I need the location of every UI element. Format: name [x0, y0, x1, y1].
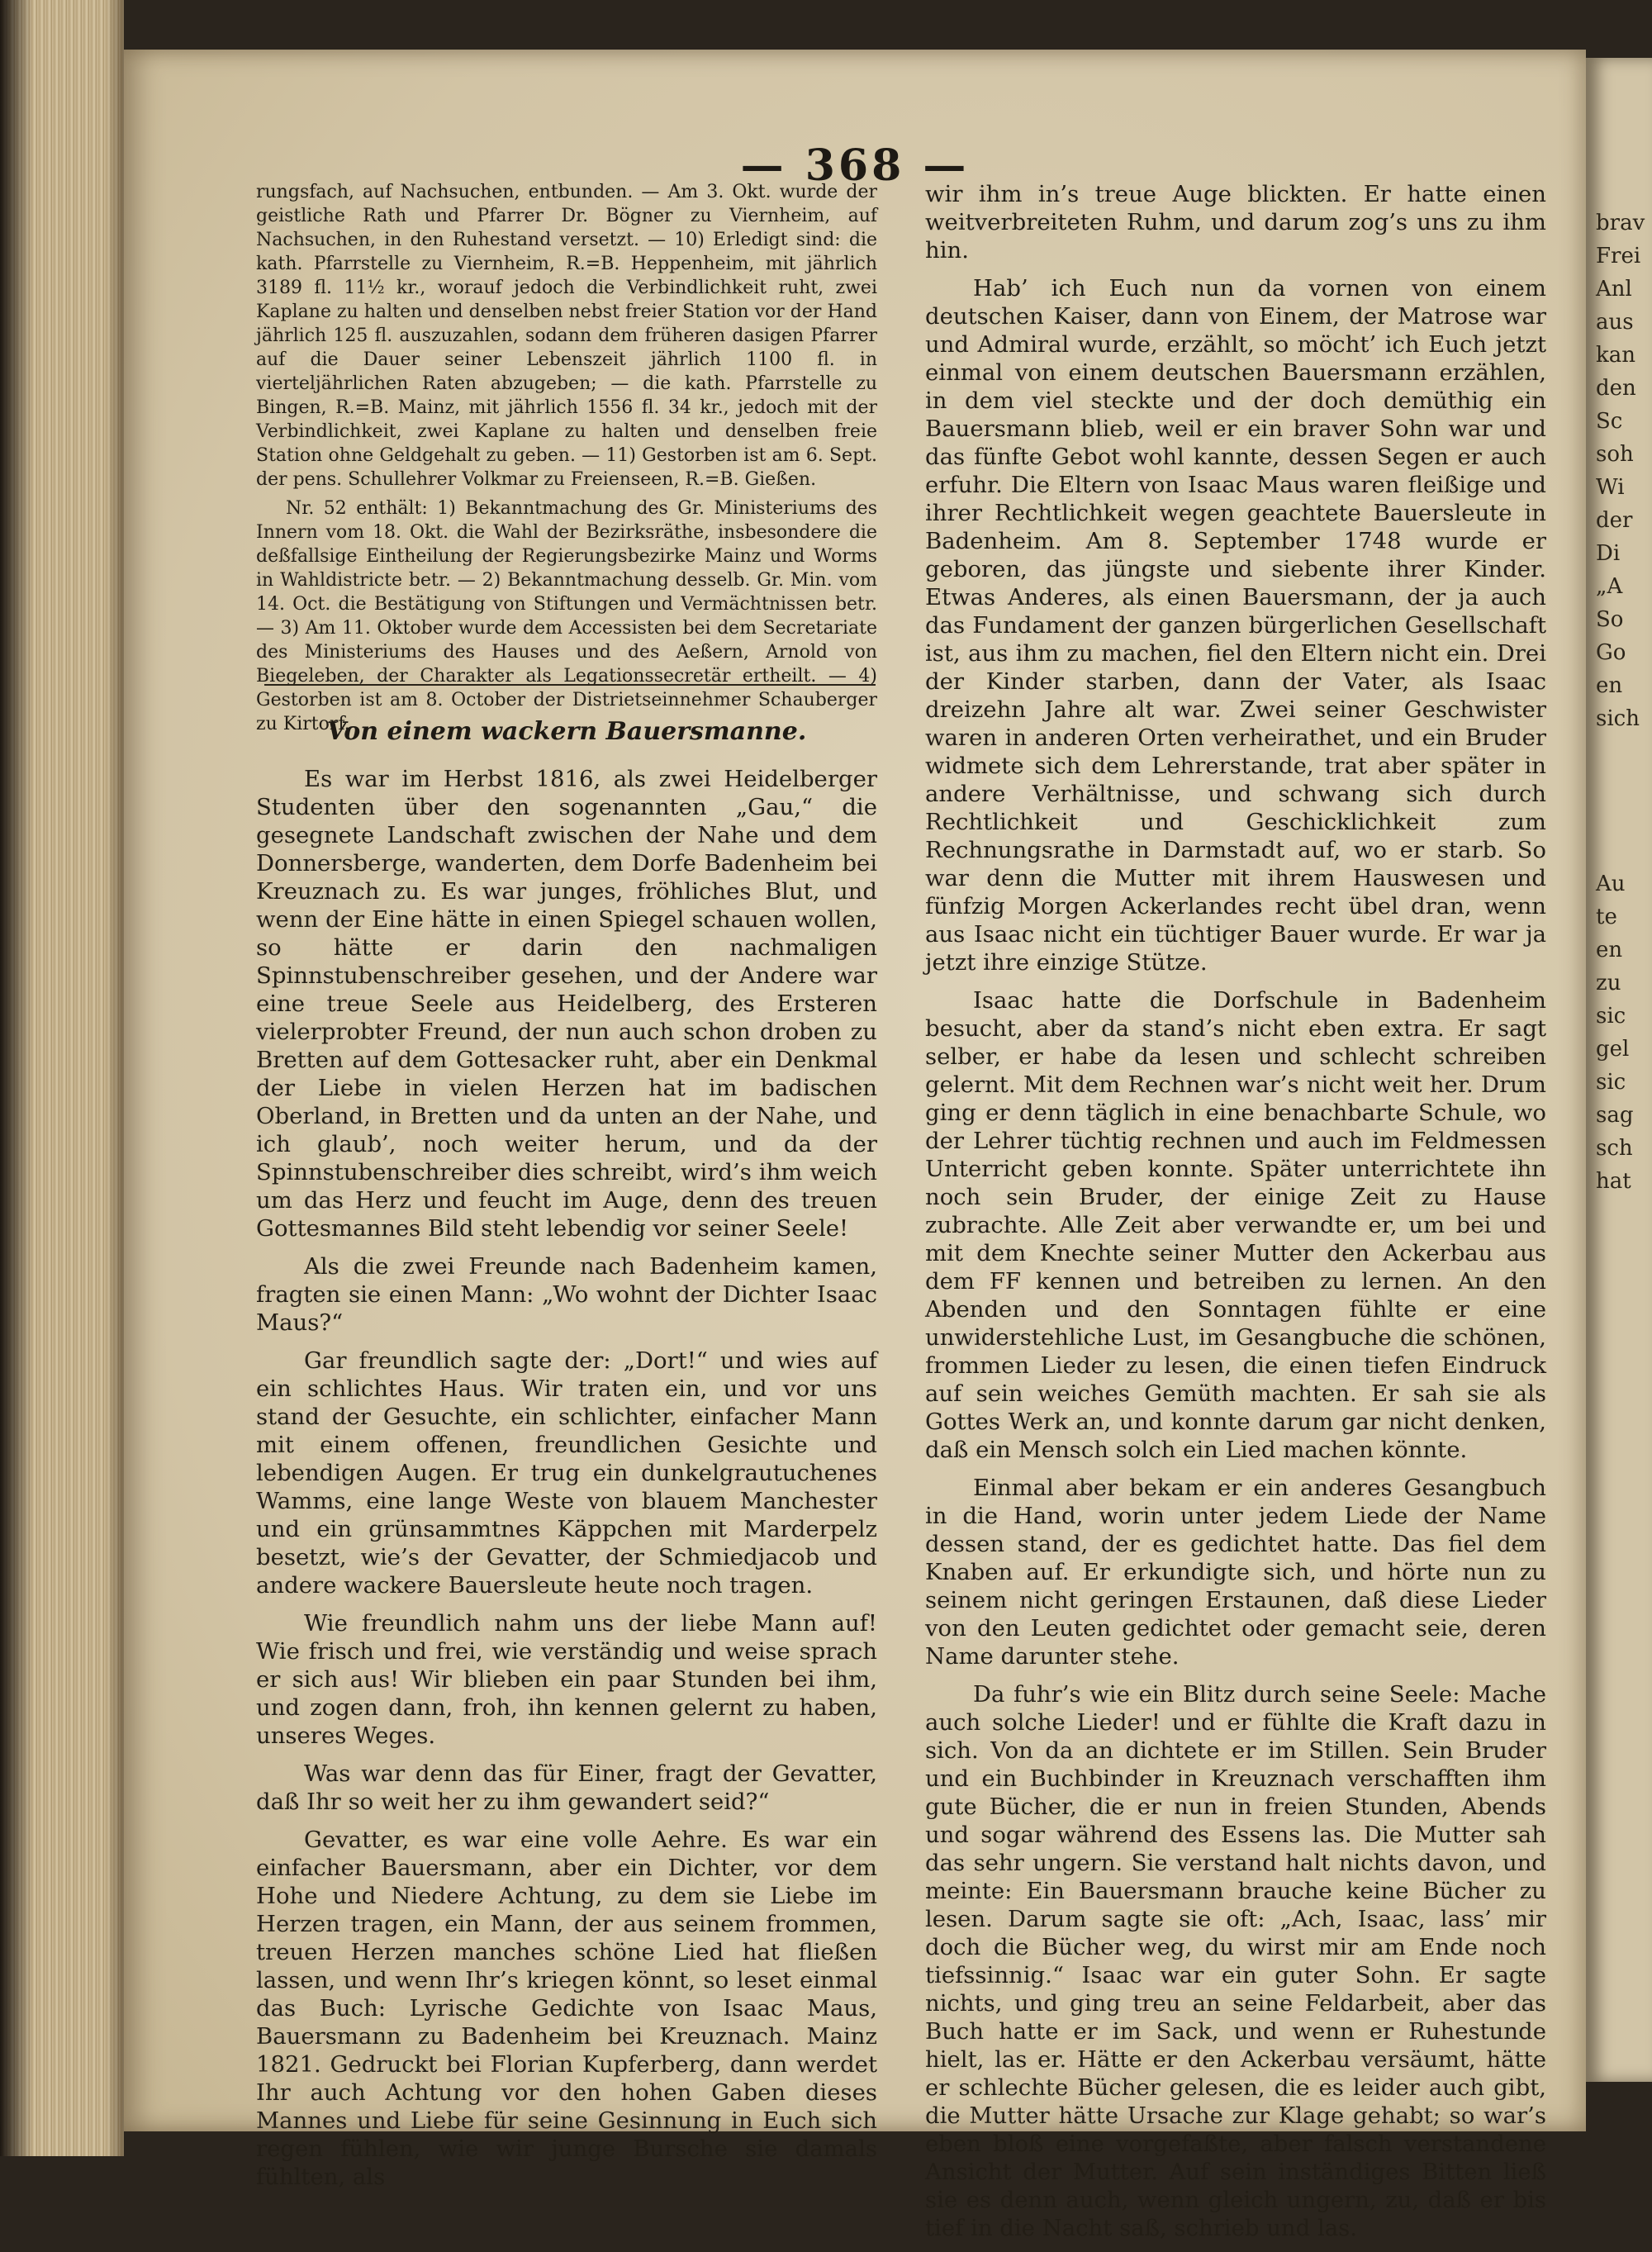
- story-paragraph: Isaac hatte die Dorfschule in Badenheim besucht, aber da stand’s nicht eben extra. Er sagt selber, er habe da lesen und schlecht schreiben gelernt. Mit dem Rechnen war’s nicht weit her. Drum ging er denn täglich in eine benachbarte Schule, wo der Lehrer tüchtig rechnen und auch im Feldmessen Unterricht geben konnte. Später unterrichtete ihn noch sein Bruder, der einige Zeit zu Hause zubrachte. Alle Zeit aber verwandte er, um bei und mit dem Knechte seiner Mutter den Ackerbau aus dem FF kennen und betreiben zu lernen. An den Abenden und den Sonntagen fühlte er eine unwiderstehliche Lust, im Gesangbuche die schönen, frommen Lieder zu lesen, die einen tiefen Eindruck auf sein weiches Gemüth machten. Er sah sie als Gottes Werk an, und konnte darum gar nicht denken, daß ein Mensch solch ein Lied machen könnte.: [925, 987, 1546, 1463]
- notice-paragraph: Nr. 52 enthält: 1) Bekanntmachung des Gr. Ministeriums des Innern vom 18. Okt. die Wahl der Bezirksräthe, insbesondere die deßfallsige Eintheilung der Regierungsbezirke Mainz und Worms in Wahldistricte betr. — 2) Bekanntmachung desselb. Gr. Min. vom 14. Oct. die Bestätigung von Stiftungen und Vermächtnissen betr. — 3) Am 11. Oktober wurde dem Accessisten bei dem Secretariate des Ministeriums des Hauses und des Aeßern, Arnold von Biegeleben, der Charakter als Legationssecretär ertheilt. — 4) Gestorben ist am 8. October der Distrietseinnehmer Schauberger zu Kirtorf.: [256, 498, 877, 734]
- left-column-notices: [256, 180, 877, 741]
- story-paragraph: Da fuhr’s wie ein Blitz durch seine Seele: Mache auch solche Lieder! und er fühlte die Kraft dazu in sich. Von da an dichtete er im Stillen. Sein Bruder und ein Buchbinder in Kreuznach verschafften ihm gute Bücher, die er nun in freien Stunden, Abends und sogar während des Essens las. Die Mutter sah das sehr ungern. Sie verstand halt nichts davon, und meinte: Ein Bauersmann brauche keine Bücher zu lesen. Darum sagte sie oft: „Ach, Isaac, lass’ mir doch die Bücher weg, du wirst mir am Ende noch tiefssinnig.“ Isaac war ein guter Sohn. Er sagte nichts, und ging treu an seine Feldarbeit, aber das Buch hatte er im Sack, und wenn er Ruhestunde hielt, las er. Hätte er den Ackerbau versäumt, hätte er schlechte Bücher gelesen, die es leider auch gibt, die Mutter hätte Ursache zur Klage gehabt; so war’s eben bloß eine vorgefaßte, aber falsch verstandene Ansicht der Mutter. Auf sein inständiges Bitten ließ sie es denn auch, wenn gleich ungern, zu, daß er bis tief in die Nacht saß, schrieb und las.: [925, 1681, 1546, 2241]
- page-number: — 368 —: [740, 140, 970, 191]
- binding-shadow: [0, 0, 33, 2156]
- right-column-story: [925, 180, 1546, 2252]
- story-paragraph: Einmal aber bekam er ein anderes Gesangbuch in die Hand, worin unter jedem Liede der Name dessen stand, der es gedichtet hatte. Das fiel dem Knaben auf. Er erkundigte sich, und hörte nun zu seinem nicht geringen Erstaunen, daß diese Lieder von den Leuten gedichtet oder gemacht seie, deren Name darunter stehe.: [925, 1475, 1546, 1670]
- next-page-edge: [1586, 58, 1652, 2082]
- story-paragraph: Was war denn das für Einer, fragt der Gevatter, daß Ihr so weit her zu ihm gewandert seid?“: [256, 1760, 877, 1815]
- section-divider: [264, 684, 876, 686]
- left-column-story: [256, 765, 877, 2201]
- article-title: Von einem wackern Bauersmanne.: [326, 717, 807, 746]
- next-page-text-fragment: brav Frei Anl aus kan den Sc soh Wi der Di „A So Go en sich Au te en zu sic gel sic sag sch hat: [1596, 211, 1645, 1194]
- story-paragraph: Als die zwei Freunde nach Badenheim kamen, fragten sie einen Mann: „Wo wohnt der Dichter Isaac Maus?“: [256, 1253, 877, 1336]
- story-paragraph: Gevatter, es war eine volle Aehre. Es war ein einfacher Bauersmann, aber ein Dichter, vor dem Hohe und Niedere Achtung, zu dem sie Liebe im Herzen tragen, ein Mann, der aus seinem frommen, treuen Herzen manches schöne Lied hat fließen lassen, und wenn Ihr’s kriegen könnt, so leset einmal das Buch: Lyrische Gedichte von Isaac Maus, Bauersmann zu Badenheim bei Kreuznach. Mainz 1821. Gedruckt bei Florian Kupferberg, dann werdet Ihr auch Achtung vor den hohen Gaben dieses Mannes und Liebe für seine Gesinnung in Euch sich regen fühlen, wie wir junge Bursche sie damals fühlten, als: [256, 1827, 877, 2190]
- story-paragraph: Gar freundlich sagte der: „Dort!“ und wies auf ein schlichtes Haus. Wir traten ein, und vor uns stand der Gesuchte, ein schlichter, einfacher Mann mit einem offenen, freundlichen Gesichte und lebendigen Augen. Er trug ein dunkelgrautuchenes Wamms, eine lange Weste von blauem Manchester und ein grünsammtnes Käppchen mit Marderpelz besetzt, wie’s der Gevatter, der Schmiedjacob und andere wackere Bauersleute heute noch tragen.: [256, 1347, 877, 1599]
- story-paragraph: wir ihm in’s treue Auge blickten. Er hatte einen weitverbreiteten Ruhm, und darum zog’s uns zu ihm hin.: [925, 181, 1546, 264]
- story-paragraph: Hab’ ich Euch nun da vornen von einem deutschen Kaiser, dann von Einem, der Matrose war und Admiral wurde, erzählt, so möcht’ ich Euch jetzt einmal von einem deutschen Bauersmann erzählen, in dem viel steckte und der doch demüthig ein Bauersmann blieb, weil er ein braver Sohn war und das fünfte Gebot wohl kannte, dessen Segen er auch erfuhr. Die Eltern von Isaac Maus waren fleißige und ihrer Rechtlichkeit wegen geachtete Bauersleute in Badenheim. Am 8. September 1748 wurde er geboren, das jüngste und siebente ihrer Kinder. Etwas Anderes, als einen Bauersmann, der ja auch das Fundament der ganzen bürgerlichen Gesellschaft ist, aus ihm zu machen, fiel den Eltern nicht ein. Drei der Kinder starben, dann der Vater, als Isaac dreizehn Jahre alt war. Zwei seiner Geschwister waren in anderen Orten verheirathet, und ein Bruder widmete sich dem Lehrerstande, trat aber später in andere Verhältnisse, und schwang sich durch Rechtlichkeit und Geschicklichkeit zum Rechnungsrathe in Darmstadt auf, wo er starb. So war denn die Mutter mit ihrem Hauswesen und fünfzig Morgen Ackerlandes recht übel dran, wenn aus Isaac nicht ein tüchtiger Bauer wurde. Er war ja jetzt ihre einzige Stütze.: [925, 275, 1546, 976]
- story-paragraph: Es war im Herbst 1816, als zwei Heidelberger Studenten über den sogenannten „Gau,“ die gesegnete Landschaft zwischen der Nahe und dem Donnersberge, wanderten, dem Dorfe Badenheim bei Kreuznach zu. Es war junges, fröhliches Blut, und wenn der Eine hätte in einen Spiegel schauen wollen, so hätte er darin den nachmaligen Spinnstubenschreiber gesehen, und der Andere war eine treue Seele aus Heidelberg, des Ersteren vielerprobter Freund, der nun auch schon droben zu Bretten auf dem Gottesacker ruht, aber ein Denkmal der Liebe in vielen Herzen hat im badischen Oberland, in Bretten und da unten an der Nahe, und ich glaub’, noch weiter herum, und da der Spinnstubenschreiber dies schreibt, wird’s ihm weich um das Herz und feucht im Auge, denn des treuen Gottesmannes Bild steht lebendig vor seiner Seele!: [256, 766, 877, 1242]
- notice-paragraph: rungsfach, auf Nachsuchen, entbunden. — Am 3. Okt. wurde der geistliche Rath und Pfarrer Dr. Bögner zu Viernheim, auf Nachsuchen, in den Ruhestand versetzt. — 10) Erledigt sind: die kath. Pfarrstelle zu Viernheim, R.=B. Heppenheim, mit jährlich 3189 fl. 11½ kr., worauf jedoch die Verbindlichkeit ruht, zwei Kaplane zu halten und denselben nebst freier Station vor der Hand jährlich 125 fl. auszuzahlen, sodann dem früheren dasigen Pfarrer auf die Dauer seiner Lebenszeit jährlich 1100 fl. in vierteljährlichen Raten abzugeben; — die kath. Pfarrstelle zu Bingen, R.=B. Mainz, mit jährlich 1556 fl. 34 kr., jedoch mit der Verbindlichkeit, zwei Kaplane zu halten und denselben freie Station ohne Geldgehalt zu geben. — 11) Gestorben ist am 6. Sept. der pens. Schullehrer Volkmar zu Freienseen, R.=B. Gießen.: [256, 182, 877, 490]
- story-paragraph: Wie freundlich nahm uns der liebe Mann auf! Wie frisch und frei, wie verständig und weise sprach er sich aus! Wir blieben ein paar Stunden bei ihm, und zogen dann, froh, ihn kennen gelernt zu haben, unseres Weges.: [256, 1610, 877, 1749]
